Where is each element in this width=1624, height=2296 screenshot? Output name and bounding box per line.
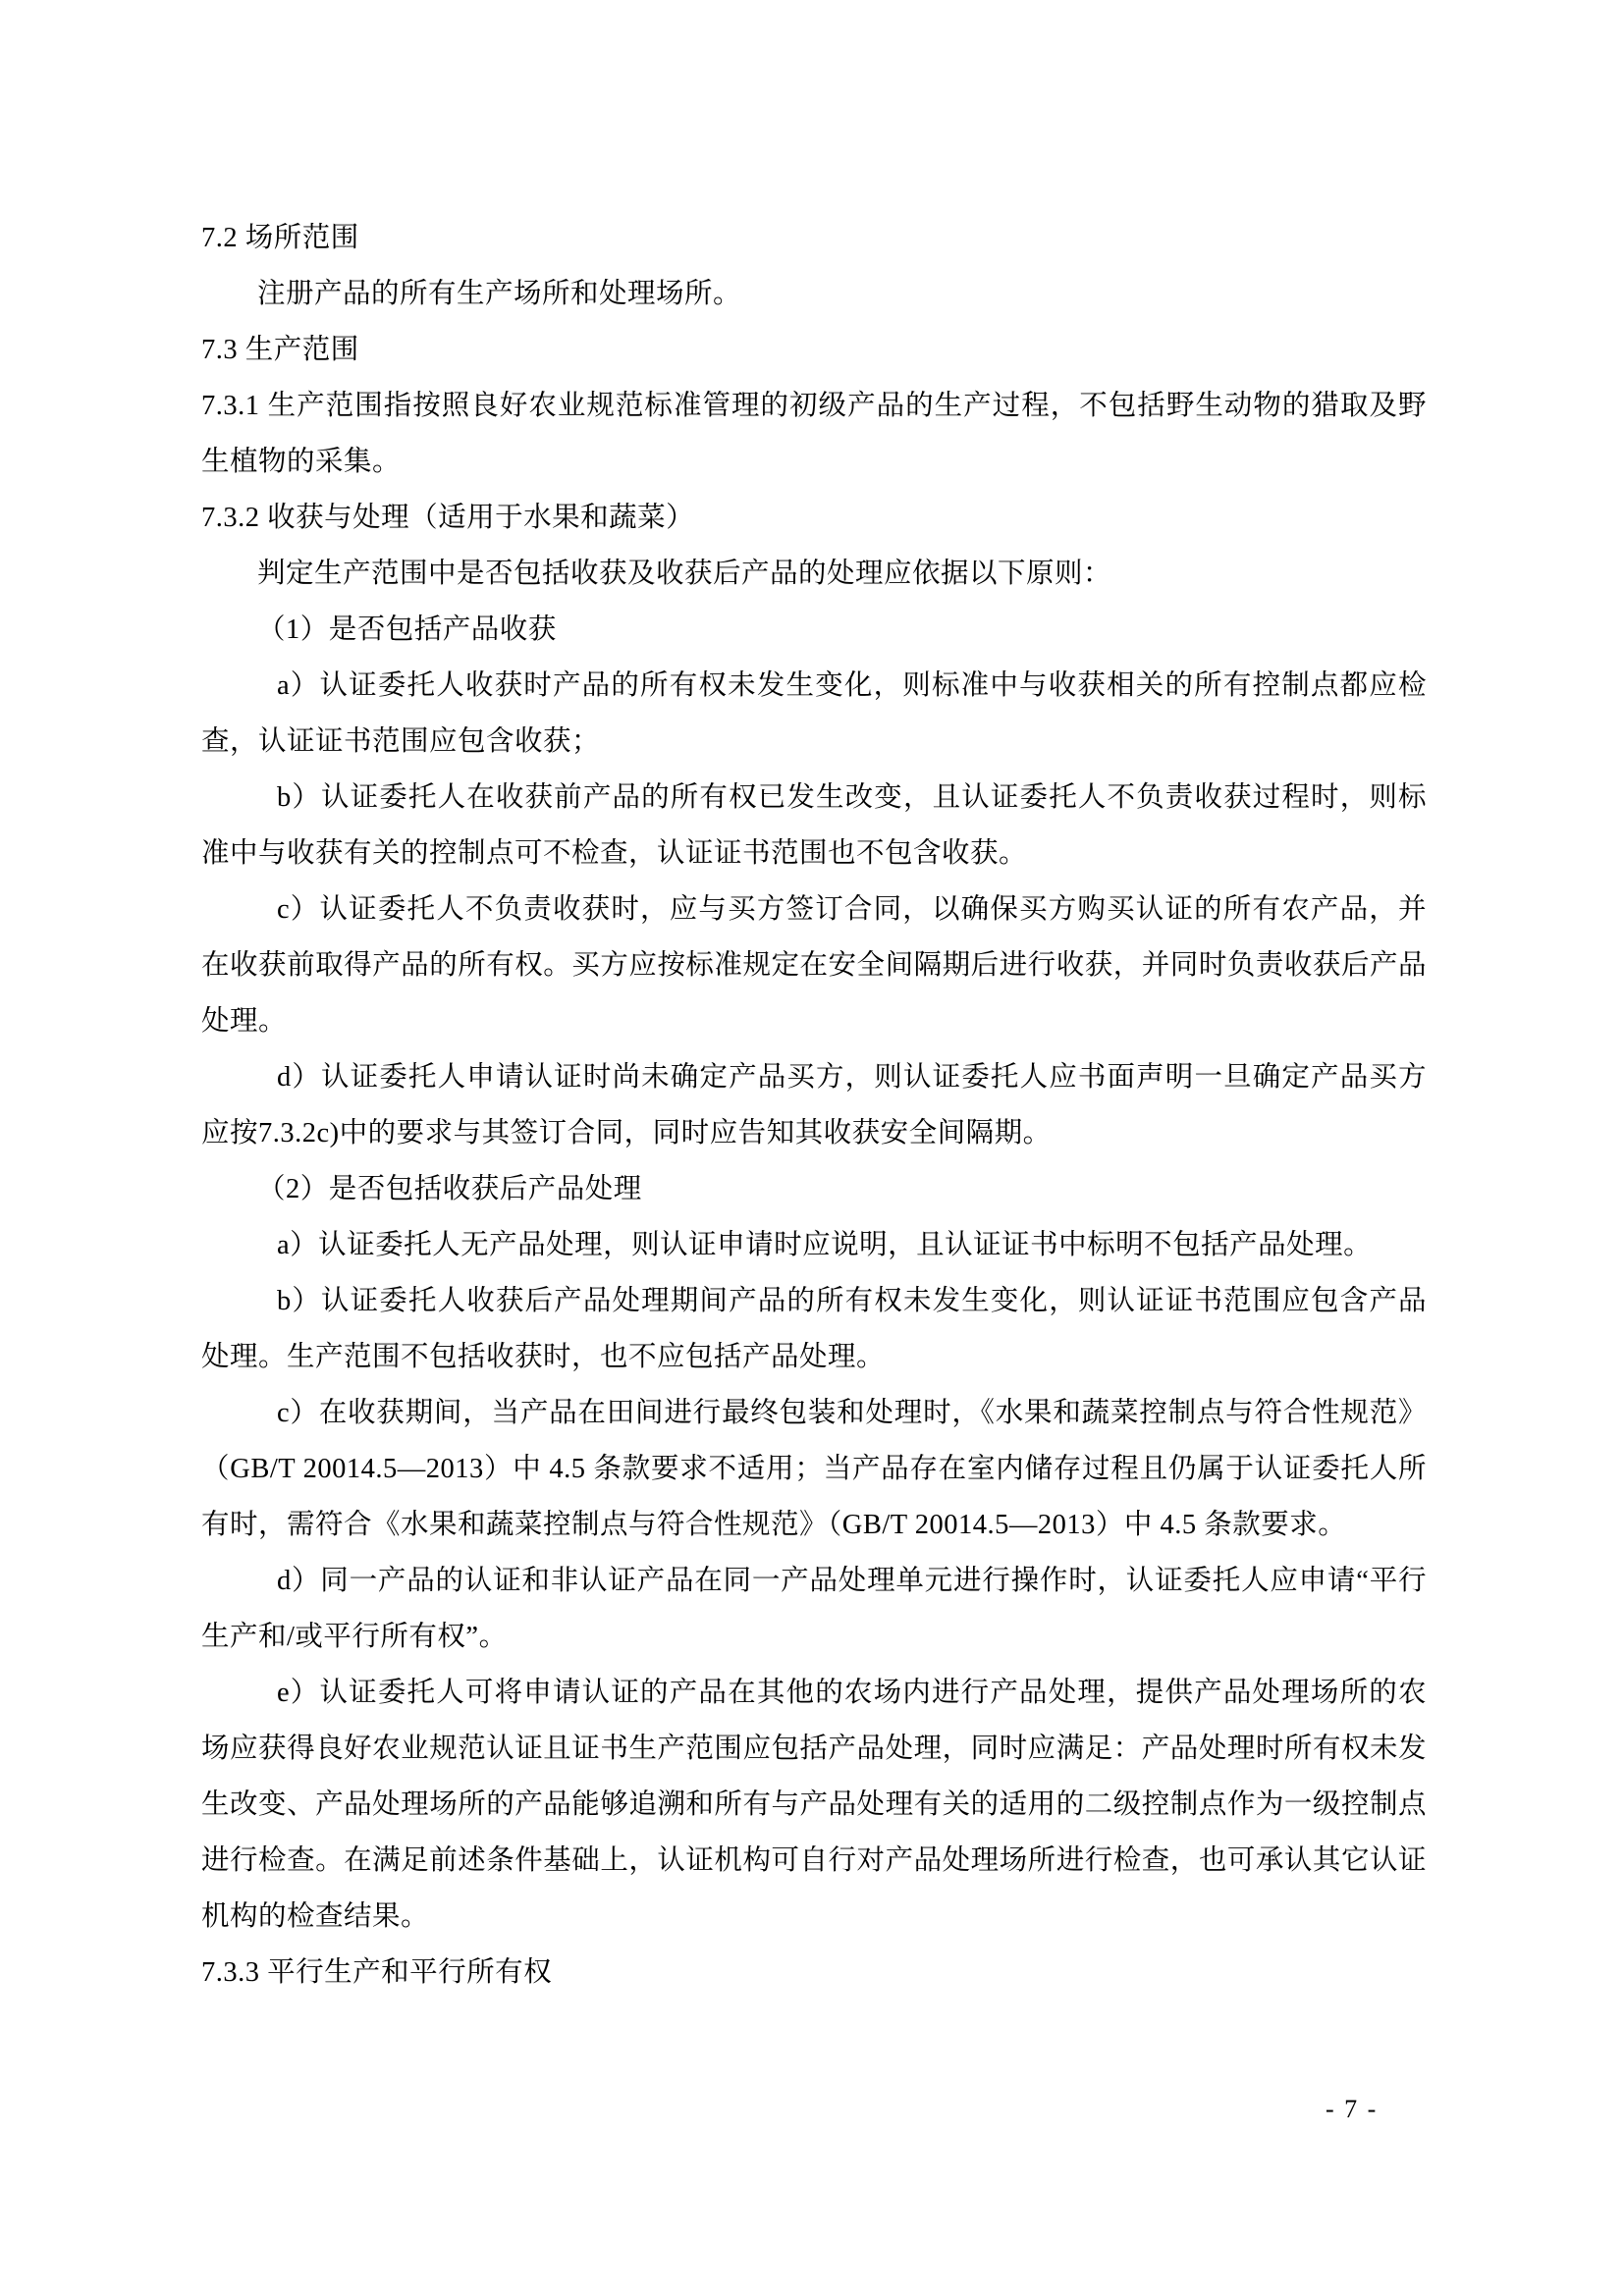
paragraph-2: 注册产品的所有生产场所和处理场所。 — [257, 279, 742, 309]
paragraph-10: c）认证委托人不负责收获时，应与买方签订合同，以确保买方购买认证的所有农产品，并在收获前取得产品的所有权。买方应按标准规定在安全间隔期后进行收获，并同时负责收获后产品处理。 — [201, 894, 1427, 1037]
page-number: - 7 - — [1326, 2095, 1379, 2123]
paragraph-17: e）认证委托人可将申请认证的产品在其他的农场内进行产品处理，提供产品处理场所的农场应获得良好农业规范认证且证书生产范围应包括产品处理，同时应满足：产品处理时所有权未发生改变、产品处理场所的产品能够追溯和所有与产品处理有关的适用的二级控制点作为一级控制点进行检查。在满足前述条件基础上，认证机构可自行对产品处理场所进行检查，也可承认其它认证机构的检查结果。 — [201, 1678, 1427, 1932]
paragraph-15: c）在收获期间，当产品在田间进行最终包装和处理时，《水果和蔬菜控制点与符合性规范》（GB/T 20014.5—2013）中 4.5 条款要求不适用；当产品存在室内储存过程且仍属于认证委托人所有时，需符合《水果和蔬菜控制点与符合性规范》（GB/T 20014.5—2013）中 4.5 条款要求。 — [201, 1398, 1427, 1540]
paragraph-1: 7.2 场所范围 — [201, 223, 359, 253]
paragraph-16: d）同一产品的认证和非认证产品在同一产品处理单元进行操作时，认证委托人应申请“平行生产和/或平行所有权”。 — [201, 1566, 1427, 1652]
document-body — [201, 210, 1427, 2001]
paragraph-6: 判定生产范围中是否包括收获及收获后产品的处理应依据以下原则： — [257, 559, 1112, 589]
paragraph-14: b）认证委托人收获后产品处理期间产品的所有权未发生变化，则认证证书范围应包含产品处理。生产范围不包括收获时，也不应包括产品处理。 — [201, 1286, 1427, 1372]
paragraph-5: 7.3.2 收获与处理（适用于水果和蔬菜） — [201, 503, 695, 533]
paragraph-4: 7.3.1 生产范围指按照良好农业规范标准管理的初级产品的生产过程，不包括野生动物的猎取及野生植物的采集。 — [201, 391, 1427, 477]
paragraph-3: 7.3 生产范围 — [201, 335, 359, 365]
paragraph-7: （1）是否包括产品收获 — [257, 614, 557, 645]
paragraph-12: （2）是否包括收获后产品处理 — [257, 1174, 642, 1204]
paragraph-18: 7.3.3 平行生产和平行所有权 — [201, 1957, 553, 1988]
paragraph-9: b）认证委托人在收获前产品的所有权已发生改变，且认证委托人不负责收获过程时，则标准中与收获有关的控制点可不检查，认证证书范围也不包含收获。 — [201, 782, 1427, 869]
paragraph-13: a）认证委托人无产品处理，则认证申请时应说明，且认证证书中标明不包括产品处理。 — [276, 1230, 1373, 1260]
paragraph-8: a）认证委托人收获时产品的所有权未发生变化，则标准中与收获相关的所有控制点都应检查，认证证书范围应包含收获； — [201, 670, 1427, 757]
paragraph-11: d）认证委托人申请认证时尚未确定产品买方，则认证委托人应书面声明一旦确定产品买方应按7.3.2c)中的要求与其签订合同，同时应告知其收获安全间隔期。 — [201, 1062, 1427, 1148]
